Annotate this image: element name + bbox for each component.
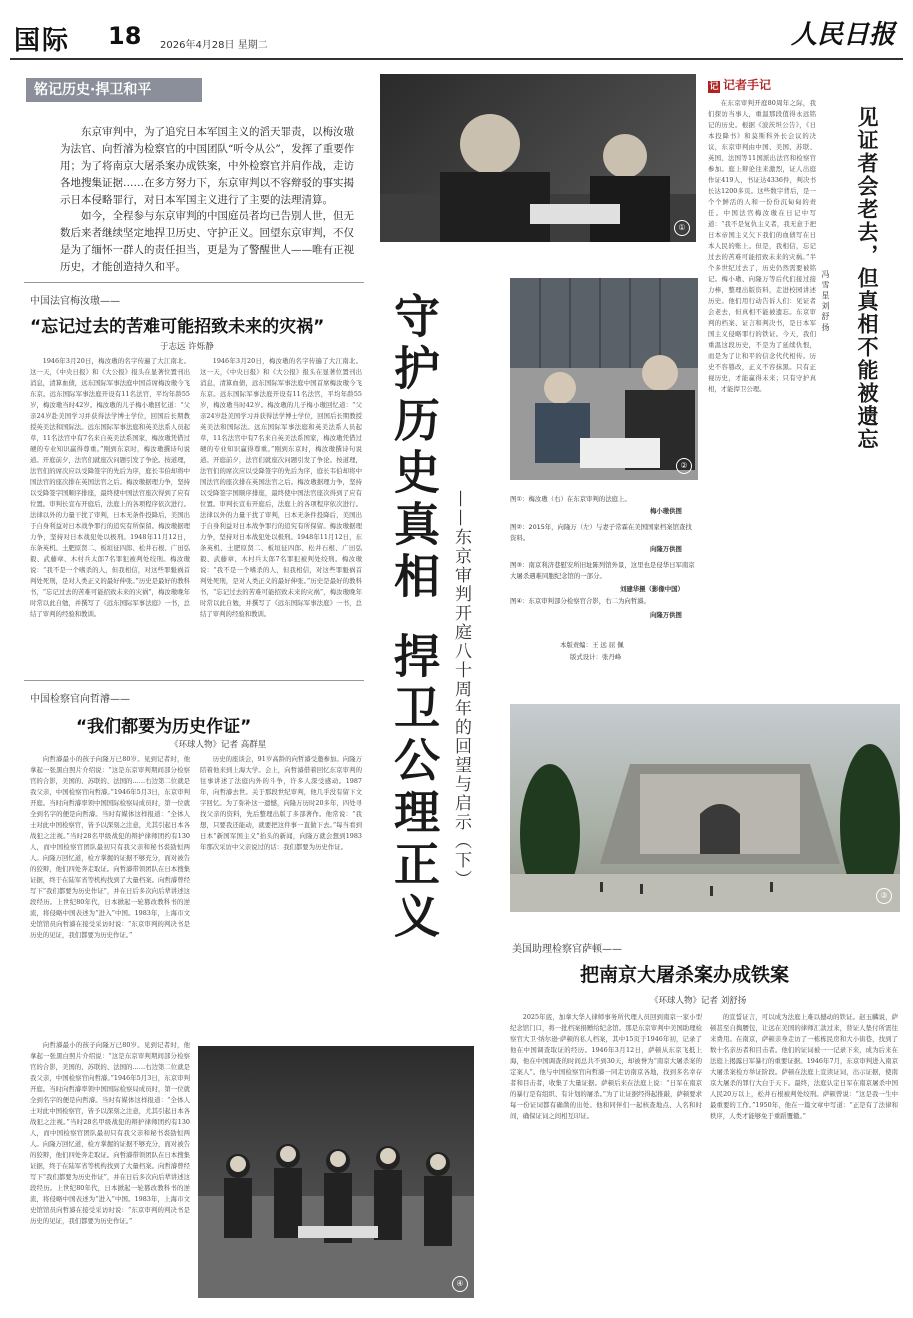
photo-number-2: ② — [676, 458, 692, 474]
photo-figures — [510, 278, 698, 480]
article2-body: 向哲濬最小的孩子向隆万已80岁。见到记者时，他拿起一张黑白照片介绍说：“这是东京审判期间部分检察官的合影，美国的、苏联的、法国的……右边第二位就是我父亲，中国检察官向哲濬。”1946年5月3日，东京审判开庭。当时向哲濬率领中国国际检察局成员时，第一位就全到名字的便是向哲濬。当时有媒体这样报道：“全体人士对此中国检察官，皆予以深刻之注意，尤其引起日本各战犯之注视。”当时28名甲级战犯的辩护律师团约有130人，而中国检察官团队最初只有我父亲和秘书裘劭恒两人。向隆万回忆道，检方掌握的证据不够充分，面对被告的狡辩，他们四处奔走取证。向哲濬带领团队在日本搜集证据，终于在陆军省等机构找到了大量档案。向哲濬曾经写下“我们都要为历史作证”，并在日后多次向后辈讲述这段经历。上世纪80年代，日本掀起一轮篡改教科书的逆流，将侵略中国表述为“进入”中国。1983年，上海市文史馆馆员向哲濬在接受采访时说：“东京审判的判决书是历史的见证，我们都要为历史作证。” — [30, 755, 190, 939]
article3-kicker: 美国助理检察官萨顿—— — [512, 944, 622, 955]
photo-memorial-scene — [510, 704, 900, 912]
header-bar — [10, 18, 903, 60]
article3-title: 把南京大屠杀案办成铁案 — [580, 964, 790, 986]
main-headline-line1: 守护历史真相 — [387, 292, 441, 604]
photo-nanjing-memorial — [510, 704, 900, 912]
caption-3-credit: 刘建华摄（影像中国） — [620, 585, 684, 593]
divider — [24, 680, 364, 681]
article2-kicker: 中国检察官向哲濬—— — [30, 694, 130, 705]
section-title: 国际 — [14, 26, 71, 56]
photo-figures — [380, 74, 696, 242]
photo-number-1: ① — [674, 220, 690, 236]
main-subheadline: ——东京审判开庭八十周年的回望与启示（下） — [451, 490, 471, 889]
article3-body: 2025年底，加拿大华人律师事务所代理人员回到南京一家小型纪念馆门口，将一批档案捐赠给纪念馆。那是东京审判中美国助理检察官大卫·纳尔逊·萨顿的私人档案，其中15页于1946年初，记录了他在中国调查取证的经历。1946年3月12日，萨顿从东京飞抵上海，他在中国调查的时间总共不到30天，却被誉为“南京大屠杀案的定案人”。他与中国检察官向哲濬一同走访南京各地，找到多名幸存者和目击者，收集了大量证据。萨顿后来在法庭上说：“日军在南京的暴行是有组织、有计划的屠杀。”为了让证据经得起推敲，萨顿要求每一份证词都有确凿的出处。他和同伴们一起核查地点、人名和时间，确保证词之间相互印证。 — [510, 1013, 702, 1120]
caption-4-credit: 向隆万供图 — [650, 611, 682, 619]
article3-byline: 《环球人物》记者 刘舒扬 — [650, 996, 747, 1006]
article1-body: 1946年3月20日，梅汝璈的名字传遍了大江南北。这一天，《中央日报》和《大公报》报头在显著位置刊出消息，清算血债，远东国际军事法庭中国首席梅汝璈今飞东京。远东国际军事法庭开设有11名法官，平均年龄55岁，梅汝璈当时42岁。梅汝璈的儿子梅小璈回忆道：“父亲24岁赴美国学习并获得法学博士学位，回国后长期教授英美法和国际法。远东国际军事法庭和英美法系人员起草，11名法官中有7名来自英美法系国家，梅汝璈凭借过硬的专业知识赢得尊重。”刚到东京时，梅汝璈撰诗句说道。开庭前夕，法官们就座次问题引发了争论。按道理，法官们的席次应以受降签字的先后为序，庭长韦伯却将中国法官的座次排在英国法官之后。梅汝璈据理力争，坚持以受降签字国顺序排座，最终使中国法官座次得到了应有位置。审判长宣布开庭后，法庭上的各项程序依次进行。法律以外的力量干扰了审判，日本无条件投降后，美国出于自身利益对日本战争罪行的追究有所保留。梅汝璈据理力争，坚持对日本战犯处以极刑。1948年11月12日，东条英机、土肥原贤二、板垣征四郎、松井石根、广田弘毅、武藤章、木村兵太郎7名罪犯被判处绞刑。梅汝璈说：“我不是一个嗜杀的人，但我相信，对这些罪魁祸首判处死刑，是对人类正义的最好伸张。”历史是最好的教科书，“忘记过去的苦难可能招致未来的灾祸”，梅汝璈晚年时常以此自勉，并撰写了《远东国际军事法庭》一书，总结了审判的经验和教训。 — [30, 357, 190, 618]
caption-3: 图③：南京利济巷慰安所旧址陈列馆外景，这里也是侵华日军南京大屠杀遇难同胞纪念馆的一部分。 — [510, 561, 695, 580]
article3-body-col2: 的宣誓证言，可以成为法庭上难以撼动的铁证。赵玉麟说，萨顿甚至自掏腰包，让远在美国的律师汇款过来，替证人垫付所需往来费用。在南京，萨顿亲身走访了一栋栋民房和大小街巷，找到了数十名亲历者和目击者。他们的证词被一一记录下来，成为后来在法庭上揭露日军暴行的重要证据。1946年7月，东京审判进入南京大屠杀案检方举证阶段。萨顿在法庭上宣读证词，出示证据，使南京大屠杀的罪行大白于天下。最终，法庭认定日军在南京屠杀中国人民20万以上，松井石根被判处绞刑。萨顿曾说：“这是我一生中最重要的工作。”1950年，他在一篇文章中写道：“正是有了法律和秩序，人类才能够免于重蹈覆辙。” — [710, 1013, 898, 1120]
commentary-tag-icon: 记 — [709, 82, 719, 92]
commentary-byline: 冯 雪 星 刘 舒 扬 — [821, 270, 830, 331]
article2-byline: 《环球人物》记者 高群星 — [170, 740, 267, 750]
photo-archives-research — [510, 278, 698, 480]
photo-figures — [198, 1046, 474, 1298]
photo-number-3: ③ — [876, 888, 892, 904]
issue-date: 2026年4月28日 星期二 — [160, 40, 268, 51]
article2-body-col2: 历史的座谈会，91岁高龄的向哲濬受邀参加。向隆万陪着他来到上海大学。会上，向哲濬借着回忆东京审判的往事讲述了法庭内外的斗争，许多人深受感动。1987年，向哲濬去世。关于那段世纪审判，他几乎没有留下文字回忆。为了弥补这一遗憾，向隆万历时20多年，四处寻找父亲的资料，先后整理出版了多部著作。他常说：“我想，只要我还能动，就要把这件事一直做下去。”每当看到日本“新国军国主义”抬头的新闻，向隆万就会想到1983年那次采访中父亲说过的话：我们都要为历史作证。 — [200, 755, 362, 851]
caption-2: 图②：2015年，向隆万（左）与妻子常霖在美国国家档案馆查找资料。 — [510, 523, 692, 542]
article1-byline: 于志远 许烁静 — [160, 342, 214, 352]
column-banner: 铭记历史·捍卫和平 — [26, 78, 202, 102]
commentary-body: 在东京审判开庭80周年之际，我们探访当事人，重温那段值得永远铭记的历史。根据《波茨坦公告》，《日本投降书》和莫斯科外长会议的决议，东京审判由中国、美国、苏联、英国、法国等11国派出法官和检察官参加。庭上辩论往来激烈，证人出庭作证419人，书证达4336件，判决书长达1200多页。这些数字背后，是一个个鲜活的人和一份份沉甸甸的责任。中国法官梅汝璈在日记中写道：“我不是复仇主义者，我无意于把日本帝国主义欠下我们的血债写在日本人民的账上。但是，我相信，忘记过去的苦难可能招致未来的灾祸。”半个多世纪过去了，历史仍然需要被铭记。梅小璈、向隆万等后代们接过接力棒，整理出版资料，走进校园讲述历史。他们用行动告诉人们：见证者会老去，但真相不能被遗忘。东京审判的档案、证言和判决书，是日本军国主义侵略罪行的铁证。今天，我们重温这段历史，不是为了延续仇恨，而是为了让和平的信念代代相传。历史不容篡改，正义不容抹黑。只有正视历史，才能赢得未来；只有守护真相，才能捍卫公理。 — [708, 99, 816, 393]
article2-title: “我们都要为历史作证” — [76, 717, 252, 737]
page-designer: 版式设计：张丹峰 — [570, 653, 622, 661]
article1-body-col2: 1946年3月20日，梅汝璈的名字传遍了大江南北。这一天，《中央日报》和《大公报》报头在显著位置刊出消息，清算血债，远东国际军事法庭中国首席梅汝璈今飞东京。远东国际军事法庭开设有11名法官，平均年龄55岁，梅汝璈当时42岁。梅汝璈的儿子梅小璈回忆道：“父亲24岁赴美国学习并获得法学博士学位，回国后长期教授英美法和国际法。远东国际军事法庭和英美法系人员起草，11名法官中有7名来自英美法系国家，梅汝璈凭借过硬的专业知识赢得尊重。”刚到东京时，梅汝璈撰诗句说道。开庭前夕，法官们就座次问题引发了争论。按道理，法官们的席次应以受降签字的先后为序，庭长韦伯却将中国法官的座次排在英国法官之后。梅汝璈据理力争，坚持以受降签字国顺序排座，最终使中国法官座次得到了应有位置。审判长宣布开庭后，法庭上的各项程序依次进行。法律以外的力量干扰了审判，日本无条件投降后，美国出于自身利益对日本战争罪行的追究有所保留。梅汝璈据理力争，坚持对日本战犯处以极刑。1948年11月12日，东条英机、土肥原贤二、板垣征四郎、松井石根、广田弘毅、武藤章、木村兵太郎7名罪犯被判处绞刑。梅汝璈说：“我不是一个嗜杀的人，但我相信，对这些罪魁祸首判处死刑，是对人类正义的最好伸张。”历史是最好的教科书，“忘记过去的苦难可能招致未来的灾祸”，梅汝璈晚年时常以此自勉，并撰写了《远东国际军事法庭》一书，总结了审判的经验和教训。 — [200, 357, 362, 618]
article1-title: “忘记过去的苦难可能招致未来的灾祸” — [30, 317, 325, 337]
photo-number-4: ④ — [452, 1276, 468, 1292]
page-number: 18 — [108, 22, 142, 50]
photo-prosecutors-group — [198, 1046, 474, 1298]
commentary-tag-label: 记者手记 — [723, 78, 772, 92]
newspaper-masthead: 人民日报 — [790, 20, 895, 50]
commentary-title: 见证者会老去，但真相不能被遗忘 — [855, 106, 879, 451]
lead-paragraph-2: 如今，全程参与东京审判的中国庭员者均已告别人世，但无数后来者继续坚定地捍卫历史、守护正义。回望东京审判，不仅是为了缅怀一群人的责任担当，更是为了警醒世人——唯有正视历史，才能创造持久和平。 — [60, 210, 354, 273]
caption-2-credit: 向隆万供图 — [650, 545, 682, 553]
divider — [24, 282, 364, 283]
article2-body-col1-cont: 向哲濬最小的孩子向隆万已80岁。见到记者时，他拿起一张黑白照片介绍说：“这是东京审判期间部分检察官的合影，美国的、苏联的、法国的……右边第二位就是我父亲，中国检察官向哲濬。”1946年5月3日，东京审判开庭。当时向哲濬率领中国国际检察局成员时，第一位就全到名字的便是向哲濬。当时有媒体这样报道：“全体人士对此中国检察官，皆予以深刻之注意，尤其引起日本各战犯之注视。”当时28名甲级战犯的辩护律师团约有130人，而中国检察官团队最初只有我父亲和秘书裘劭恒两人。向隆万回忆道，检方掌握的证据不够充分，面对被告的狡辩，他们四处奔走取证。向哲濬带领团队在日本搜集证据，终于在陆军省等机构找到了大量档案。向哲濬曾经写下“我们都要为历史作证”，并在日后多次向后辈讲述这段经历。上世纪80年代，日本掀起一轮篡改教科书的逆流，将侵略中国表述为“进入”中国。1983年，上海市文史馆馆员向哲濬在接受采访时说：“东京审判的判决书是历史的见证，我们都要为历史作证。” — [30, 1041, 190, 1225]
page-editors: 本版责编：王 远 屈 佩 — [560, 641, 624, 649]
photo-mei-ruao-court — [380, 74, 696, 242]
caption-4: 图④：东京审判部分检察官合影，右二为向哲濬。 — [510, 597, 650, 605]
commentary-tag — [708, 76, 771, 93]
main-headline-line2: 捍卫公理正义 — [387, 632, 441, 944]
article1-kicker: 中国法官梅汝璈—— — [30, 296, 120, 307]
caption-1: 图①：梅汝璈（右）在东京审判的法庭上。 — [510, 495, 631, 503]
lead-paragraph-1: 东京审判中，为了追究日本军国主义的滔天罪责，以梅汝璈为法官、向哲濬为检察官的中国团队“听令从公”，发挥了重要作用；为了将南京大屠杀案办成铁案，中外检察官并肩作战，走访各地搜集证据……在多方努力下，东京审判以不容辩驳的事实揭示日本侵略罪行，对日本军国主义进行了主要的法理清算。 — [60, 126, 355, 206]
caption-1-credit: 梅小璈供图 — [650, 507, 682, 515]
